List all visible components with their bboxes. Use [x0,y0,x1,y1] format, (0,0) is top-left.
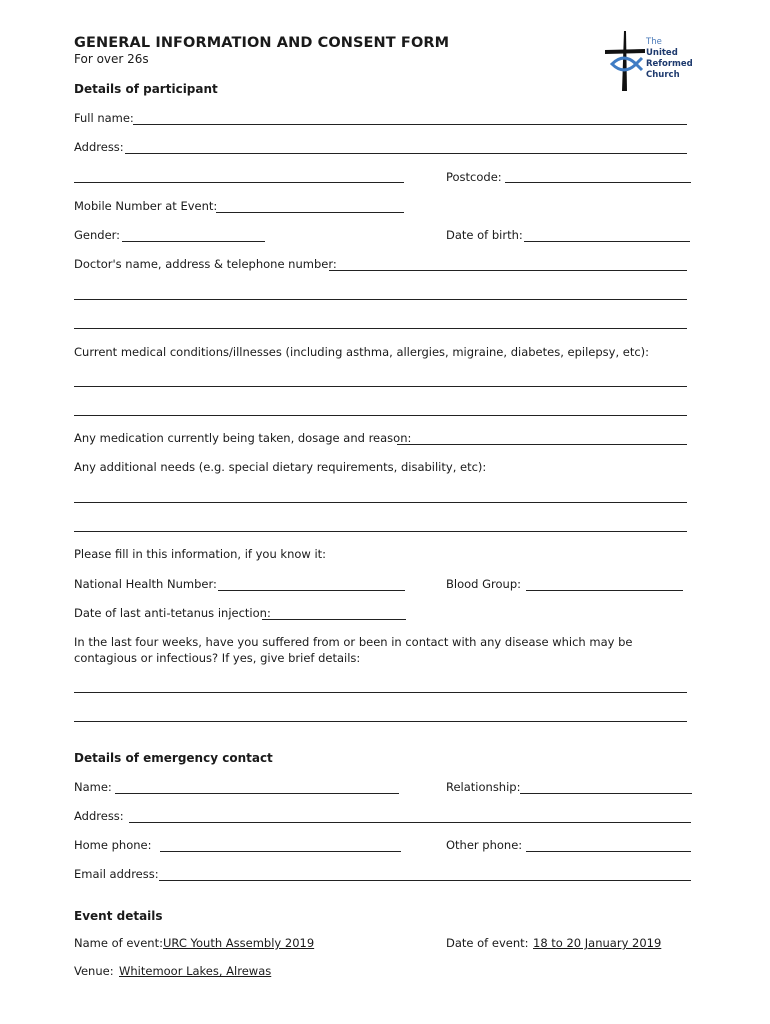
relationship-field[interactable] [520,793,692,794]
logo-wordmark [646,37,693,81]
other-phone-label: Other phone: [446,838,523,852]
venue-value: Whitemoor Lakes, Alrewas [119,964,272,978]
nhs-field[interactable] [218,590,405,591]
medical-field-line-1[interactable] [74,386,687,387]
needs-label: Any additional needs (e.g. special dietary requirements, disability, etc): [74,460,487,474]
home-phone-field[interactable] [160,851,401,852]
participant-heading: Details of participant [74,82,218,96]
nhs-label: National Health Number: [74,577,217,591]
event-date-label: Date of event: [446,936,529,950]
emergency-heading: Details of emergency contact [74,751,273,765]
address-label: Address: [74,140,124,154]
needs-field-line-2[interactable] [74,531,687,532]
dob-label: Date of birth: [446,228,523,242]
emergency-name-label: Name: [74,780,112,794]
medical-field-line-2[interactable] [74,415,687,416]
form-title: GENERAL INFORMATION AND CONSENT FORM [74,35,450,51]
emergency-address-field[interactable] [129,822,691,823]
postcode-field[interactable] [505,182,691,183]
gender-label: Gender: [74,228,121,242]
form-subtitle: For over 26s [74,52,149,66]
full-name-label: Full name: [74,111,134,125]
blood-group-field[interactable] [526,590,683,591]
address-field-line-1[interactable] [125,153,687,154]
event-name-label: Name of event: [74,936,163,950]
event-date-value: 18 to 20 January 2019 [533,936,662,950]
contagious-field-line-1[interactable] [74,692,687,693]
medication-field[interactable] [397,444,687,445]
home-phone-label: Home phone: [74,838,152,852]
postcode-label: Postcode: [446,170,502,184]
logo-line-church: Church [646,70,680,80]
doctor-field-line-3[interactable] [74,328,687,329]
full-name-field[interactable] [133,124,687,125]
contagious-question: In the last four weeks, have you suffered from or been in contact with any disease which may be contagious or infectious? If yes, give brief details: [74,635,633,665]
relationship-label: Relationship: [446,780,521,794]
logo-line-the: The [646,37,662,47]
blood-group-label: Blood Group: [446,577,521,591]
logo-line-reformed: Reformed [646,59,693,69]
event-heading: Event details [74,909,163,923]
doctor-field-line-1[interactable] [329,270,687,271]
needs-field-line-1[interactable] [74,502,687,503]
fill-info-note: Please fill in this information, if you know it: [74,547,327,561]
tetanus-label: Date of last anti-tetanus injection: [74,606,271,620]
mobile-field[interactable] [216,212,404,213]
gender-field[interactable] [122,241,265,242]
cross-fish-icon [600,30,646,92]
venue-label: Venue: [74,964,114,978]
medication-label: Any medication currently being taken, dosage and reason: [74,431,412,445]
logo-line-united: United [646,48,678,58]
mobile-label: Mobile Number at Event: [74,199,218,213]
doctor-label: Doctor's name, address & telephone number: [74,257,337,271]
other-phone-field[interactable] [526,851,691,852]
contagious-field-line-2[interactable] [74,721,687,722]
email-field[interactable] [159,880,691,881]
medical-label: Current medical conditions/illnesses (including asthma, allergies, migraine, diabetes, epilepsy, etc): [74,345,650,359]
emergency-name-field[interactable] [115,793,399,794]
emergency-address-label: Address: [74,809,124,823]
email-label: Email address: [74,867,159,881]
tetanus-field[interactable] [262,619,406,620]
urc-logo [600,30,700,92]
doctor-field-line-2[interactable] [74,299,687,300]
address-field-line-2[interactable] [74,182,404,183]
event-name-value: URC Youth Assembly 2019 [163,936,315,950]
dob-field[interactable] [524,241,690,242]
